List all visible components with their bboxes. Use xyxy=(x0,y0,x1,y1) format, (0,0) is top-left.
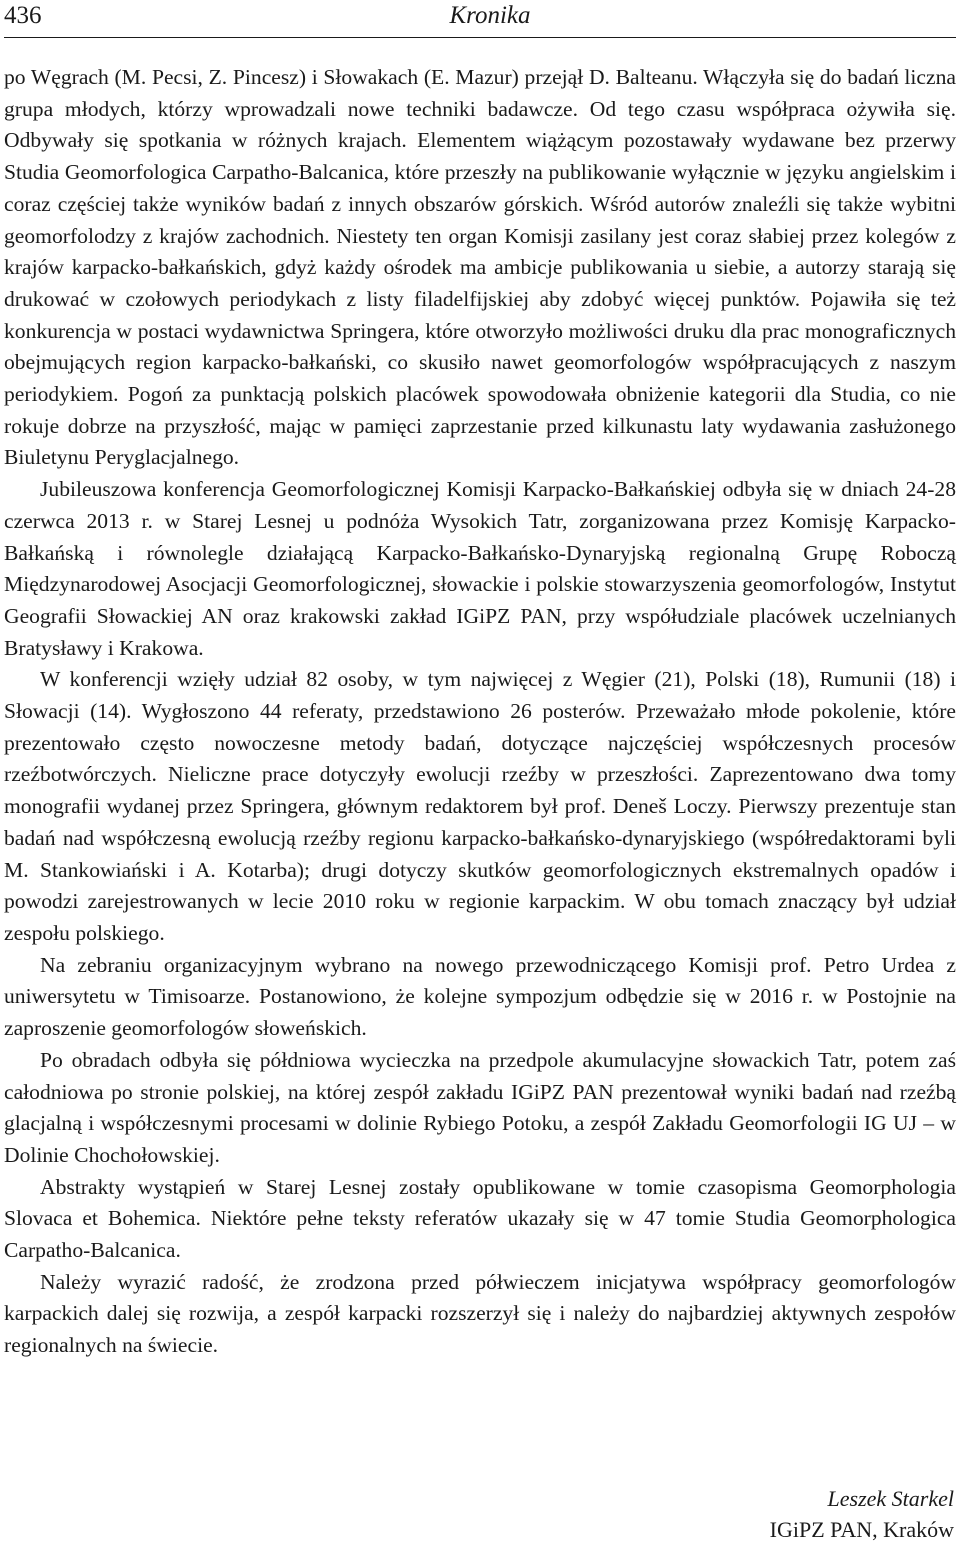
signature-block xyxy=(770,1483,954,1545)
header-rule xyxy=(4,37,956,38)
paragraph-excursion: Po obradach odbyła się półdniowa wycieczka na przedpole akumulacyjne słowackich Tatr, potem zaś całodniowa po stronie polskiej, na której zespół zakładu IGiPZ PAN prezentował wyniki badań nad rzeźbą glacjalną i współczesnymi procesami w dolinie Rybiego Potoku, a zespół Zakładu Geomorfologii IG UJ – w Dolinie Chochołowskiej. xyxy=(4,1047,956,1167)
paragraph-abstracts: Abstrakty wystąpień w Starej Lesnej zostały opublikowane w tomie czasopisma Geomorphologia Slovaca et Bohemica. Niektóre pełne teksty referatów ukazały się w 47 tomie Studia Geomorphologica Carpatho-Balcanica. xyxy=(4,1174,956,1263)
paragraph-meeting: Na zebraniu organizacyjnym wybrano na nowego przewodniczącego Komisji prof. Petro Urdea z uniwersytetu w Timisoarze. Postanowiono, że kolejne sympozjum odbędzie się w 2016 r. w Postojnie na zaproszenie geomorfologów słoweńskich. xyxy=(4,952,956,1041)
running-title: Kronika xyxy=(449,2,531,29)
running-header xyxy=(4,0,956,32)
paragraph-conference: Jubileuszowa konferencja Geomorfologicznej Komisji Karpacko-Bałkańskiej odbyła się w dniach 24-28 czerwca 2013 r. w Starej Lesnej u podnóża Wysokich Tatr, zorganizowana przez Komisję Karpacko-Bałkańską i równolegle działającą Karpacko-Bałkańsko-Dynaryjską regionalną Grupę Roboczą Międzynarodowej Asocjacji Geomorfologicznej, słowackie i polskie stowarzyszenia geomorfologów, Instytut Geografii Słowackiej AN oraz krakowski zakład IGiPZ PAN, przy współudziale placówek uczelnianych Bratysławy i Krakowa. xyxy=(4,477,956,660)
paragraph-closing: Należy wyrazić radość, że zrodzona przed półwieczem inicjatywa współpracy geomorfologów karpackich dalej się rozwija, a zespół karpacki rozszerzył się i należy do najbardziej aktywnych zespołów regionalnych na świecie. xyxy=(4,1269,956,1358)
article-body xyxy=(4,62,956,1362)
author-affiliation: IGiPZ PAN, Kraków xyxy=(769,1517,954,1542)
paragraph-participants: W konferencji wzięły udział 82 osoby, w tym najwięcej z Węgier (21), Polski (18), Rumunii (18) i Słowacji (14). Wygłoszono 44 referaty, przedstawiono 26 posterów. Przeważało młode pokolenie, które prezentowało często nowoczesne metody badań, dotyczące najczęściej współczesnych procesów rzeźbotwórczych. Nieliczne prace dotyczyły ewolucji rzeźby w przeszłości. Zaprezentowano dwa tomy monografii wydanej przez Springera, głównym redaktorem był prof. Deneš Loczy. Pierwszy prezentuje stan badań nad współczesną ewolucją rzeźby regionu karpacko-bałkańsko-dynaryjskiego (współredaktorami byli M. Stankowiański i A. Kotarba); drugi dotyczy skutków geomorfologicznych ekstremalnych opadów i powodzi zarejestrowanych w lecie 2010 roku w regionie karpackim. W obu tomach znaczący był udział zespołu polskiego. xyxy=(4,667,956,945)
paragraph-continued: po Węgrach (M. Pecsi, Z. Pincesz) i Słowakach (E. Mazur) przejął D. Balteanu. Włączyła się do badań liczna grupa młodych, którzy wprowadzali nowe techniki badawcze. Od tego czasu współpraca ożywiła się. Odbywały się spotkania w różnych krajach. Elementem wiążącym pozostawały wydawane bez przerwy Studia Geomorfologica Carpatho-Balcanica, które przeszły na publikowanie wyłącznie w języku angielskim i coraz częściej także wyników badań z innych obszarów górskich. Wśród autorów znaleźli się także wybitni geomorfolodzy z krajów zachodnich. Niestety ten organ Komisji zasilany jest coraz słabiej przez kolegów z krajów karpacko-bałkańskich, gdyż każdy ośrodek ma ambicje publikowania u siebie, a autorzy starają się drukować w czołowych periodykach z listy filadelfijskiej aby zdobyć więcej punktów. Pojawiła się też konkurencja w postaci wydawnictwa Springera, które otworzyło możliwości druku dla prac monograficznych obejmujących region karpacko-bałkański, co skusiło nawet geomorfologów współpracujących z naszym periodykiem. Pogoń za punktacją polskich placówek spowodowała obniżenie kategorii dla Studia, co nie rokuje dobrze na przyszłość, mając w pamięci zaprzestanie przed kilkunastu laty wydawania zasłużonego Biuletynu Peryglacjalnego. xyxy=(4,65,956,470)
page-number: 436 xyxy=(4,2,42,29)
author-name: Leszek Starkel xyxy=(827,1486,954,1511)
